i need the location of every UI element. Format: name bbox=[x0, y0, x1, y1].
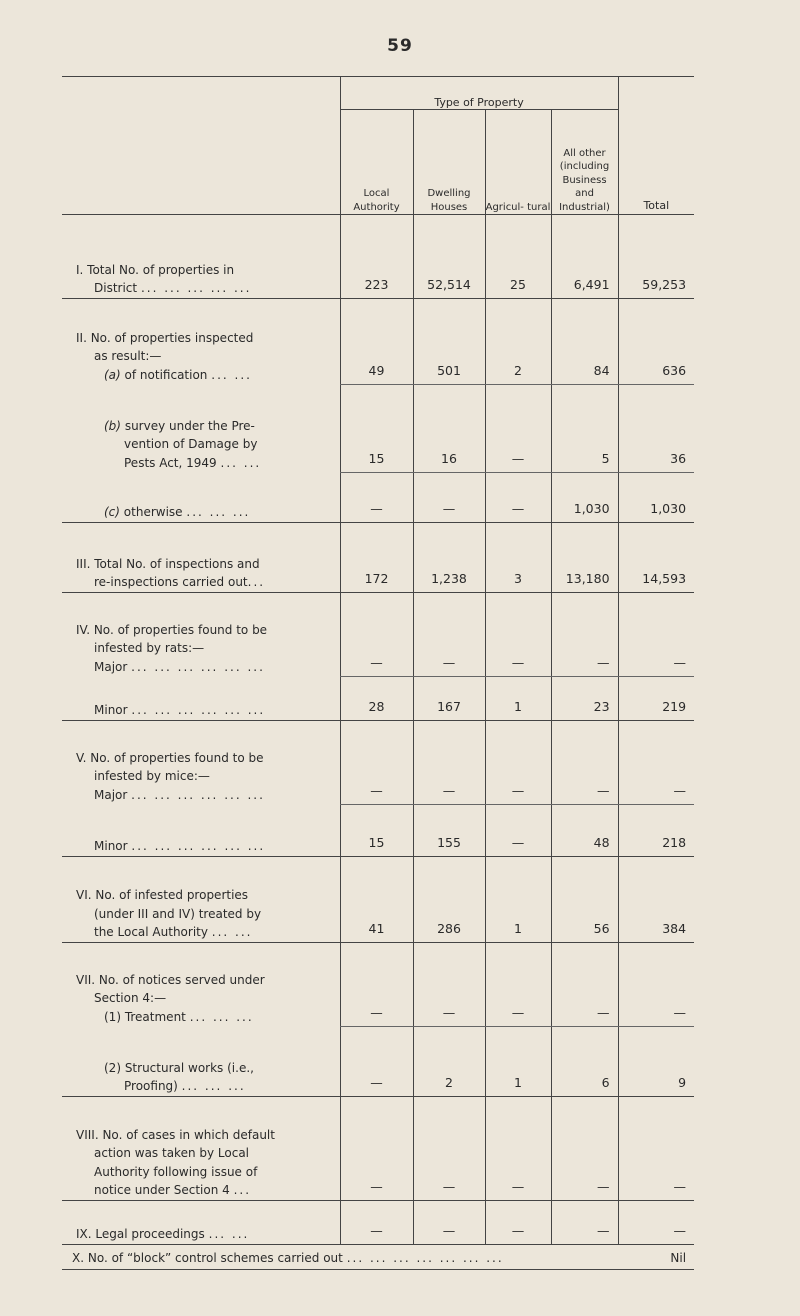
cell-value: 2 bbox=[413, 1027, 485, 1097]
cell-value: 52,514 bbox=[413, 215, 485, 299]
row-label: (b) survey under the Pre- vention of Damage by Pests Act, 1949 ... ... bbox=[104, 418, 262, 470]
cell-value: 36 bbox=[618, 385, 694, 473]
cell-value: 28 bbox=[340, 677, 413, 721]
table-row bbox=[62, 805, 694, 857]
cell-value: — bbox=[485, 943, 551, 1027]
cell-value: — bbox=[551, 1097, 618, 1201]
cell-value: 172 bbox=[340, 523, 413, 593]
cell-value: 15 bbox=[340, 805, 413, 857]
table-row bbox=[62, 473, 694, 523]
cell-value: 167 bbox=[413, 677, 485, 721]
cell-value: — bbox=[413, 721, 485, 805]
row-label: IV. No. of properties found to be infested by rats:— Major ... ... ... ... ... ... bbox=[76, 622, 268, 674]
cell-value: 5 bbox=[551, 385, 618, 473]
cell-value: 384 bbox=[618, 857, 694, 943]
cell-value: 23 bbox=[551, 677, 618, 721]
cell-value: 16 bbox=[413, 385, 485, 473]
cell-value: — bbox=[618, 1201, 694, 1245]
cell-value: 84 bbox=[551, 299, 618, 385]
table-row bbox=[62, 721, 694, 805]
table-row bbox=[62, 1245, 694, 1270]
col-total: Total bbox=[618, 110, 694, 215]
row-label: VIII. No. of cases in which default action was taken by Local Authority following issue of notice under Section 4 ... bbox=[62, 1097, 340, 1201]
row-label: Minor ... ... ... ... ... ... bbox=[62, 677, 340, 721]
row-label: VI. No. of infested properties (under III and IV) treated by the Local Authority ... ... bbox=[62, 857, 340, 943]
cell-value: 1 bbox=[485, 1027, 551, 1097]
cell-value: — bbox=[618, 593, 694, 677]
header-row-group bbox=[62, 77, 694, 110]
row-label: (2) Structural works (i.e., Proofing) ... ... ... bbox=[62, 1027, 340, 1097]
row-label: VII. No. of notices served under Section 4:— (1) Treatment ... ... ... bbox=[76, 972, 265, 1024]
table-row bbox=[62, 677, 694, 721]
cell-value: — bbox=[340, 1097, 413, 1201]
cell-value: 3 bbox=[485, 523, 551, 593]
table-row bbox=[62, 943, 694, 1027]
cell-value: — bbox=[340, 473, 413, 523]
col-agricultural: Agricul- tural bbox=[485, 110, 551, 215]
cell-value: 56 bbox=[551, 857, 618, 943]
cell-value: — bbox=[485, 805, 551, 857]
cell-value: 286 bbox=[413, 857, 485, 943]
page-number: 59 bbox=[387, 36, 413, 56]
cell-value: 1 bbox=[485, 677, 551, 721]
table-row bbox=[62, 1027, 694, 1097]
cell-value: 155 bbox=[413, 805, 485, 857]
table-row bbox=[62, 299, 694, 385]
cell-value: 49 bbox=[340, 299, 413, 385]
cell-value: — bbox=[618, 943, 694, 1027]
cell-value: — bbox=[485, 1097, 551, 1201]
block-control-row: X. No. of “block” control schemes carried out ... ... ... ... ... ... ... Nil bbox=[62, 1245, 694, 1270]
cell-value: — bbox=[485, 385, 551, 473]
row-label: II. No. of properties inspected as result:— (a) of notification ... ... bbox=[76, 330, 254, 382]
row-label: III. Total No. of inspections and re-inspections carried out... bbox=[62, 523, 340, 593]
col-local-authority: Local Authority bbox=[340, 110, 413, 215]
row-label: V. No. of properties found to be infested by mice:— Major ... ... ... ... ... ... bbox=[76, 750, 265, 802]
table-row bbox=[62, 1097, 694, 1201]
cell-value: 636 bbox=[618, 299, 694, 385]
cell-value: 1 bbox=[485, 857, 551, 943]
cell-value: — bbox=[340, 943, 413, 1027]
cell-value: 501 bbox=[413, 299, 485, 385]
table-row bbox=[62, 857, 694, 943]
table-row bbox=[62, 593, 694, 677]
cell-value: — bbox=[485, 593, 551, 677]
cell-value: — bbox=[413, 1201, 485, 1245]
cell-value: — bbox=[340, 593, 413, 677]
cell-value: — bbox=[551, 1201, 618, 1245]
cell-value: 25 bbox=[485, 215, 551, 299]
cell-value: 15 bbox=[340, 385, 413, 473]
block-control-value: Nil bbox=[670, 1251, 687, 1265]
table-row bbox=[62, 385, 694, 473]
cell-value: — bbox=[413, 593, 485, 677]
cell-value: — bbox=[413, 1097, 485, 1201]
table-row bbox=[62, 523, 694, 593]
table-row bbox=[62, 215, 694, 299]
cell-value: — bbox=[485, 1201, 551, 1245]
cell-value: — bbox=[551, 943, 618, 1027]
cell-value: — bbox=[340, 1201, 413, 1245]
pest-control-table bbox=[62, 76, 694, 1270]
cell-value: 218 bbox=[618, 805, 694, 857]
cell-value: — bbox=[413, 473, 485, 523]
row-label: (c) otherwise ... ... ... bbox=[62, 473, 340, 523]
header-row-columns bbox=[62, 110, 694, 215]
cell-value: — bbox=[340, 1027, 413, 1097]
row-label: I. Total No. of properties in District ... ... ... ... ... bbox=[62, 215, 340, 299]
col-dwelling-houses: Dwelling Houses bbox=[413, 110, 485, 215]
cell-value: 6 bbox=[551, 1027, 618, 1097]
cell-value: 48 bbox=[551, 805, 618, 857]
cell-value: — bbox=[413, 943, 485, 1027]
cell-value: 1,030 bbox=[618, 473, 694, 523]
cell-value: — bbox=[340, 721, 413, 805]
type-of-property-header: Type of Property bbox=[340, 77, 618, 110]
row-label: IX. Legal proceedings ... ... bbox=[62, 1201, 340, 1245]
col-all-other: All other (including Business and Industrial) bbox=[551, 110, 618, 215]
cell-value: 41 bbox=[340, 857, 413, 943]
cell-value: 6,491 bbox=[551, 215, 618, 299]
cell-value: 1,238 bbox=[413, 523, 485, 593]
cell-value: — bbox=[485, 473, 551, 523]
cell-value: — bbox=[618, 1097, 694, 1201]
cell-value: 13,180 bbox=[551, 523, 618, 593]
cell-value: 59,253 bbox=[618, 215, 694, 299]
cell-value: — bbox=[618, 721, 694, 805]
cell-value: 223 bbox=[340, 215, 413, 299]
cell-value: — bbox=[551, 721, 618, 805]
cell-value: 9 bbox=[618, 1027, 694, 1097]
cell-value: 1,030 bbox=[551, 473, 618, 523]
table-row bbox=[62, 1201, 694, 1245]
row-label: Minor ... ... ... ... ... ... bbox=[62, 805, 340, 857]
cell-value: 14,593 bbox=[618, 523, 694, 593]
cell-value: — bbox=[551, 593, 618, 677]
cell-value: 219 bbox=[618, 677, 694, 721]
cell-value: — bbox=[485, 721, 551, 805]
cell-value: 2 bbox=[485, 299, 551, 385]
